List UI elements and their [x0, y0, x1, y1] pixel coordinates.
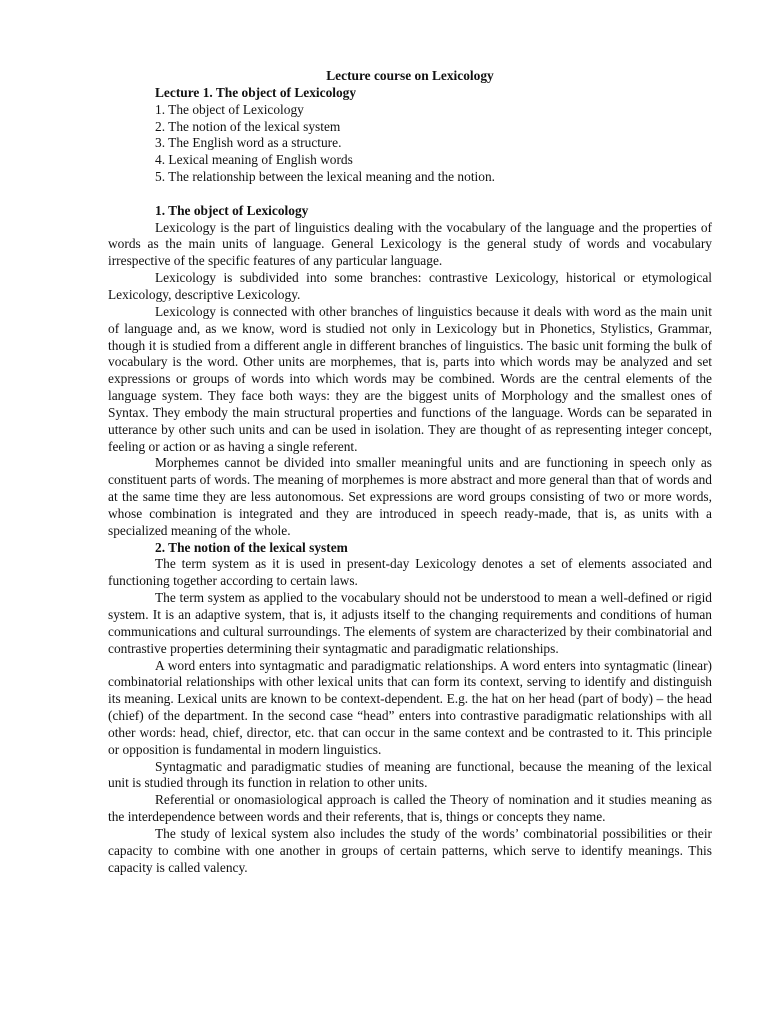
lecture-outline — [108, 102, 712, 186]
paragraph: The term system as it is used in present-day Lexicology denotes a set of elements associated and functioning together according to certain laws. — [108, 556, 712, 589]
paragraph: Referential or onomasiological approach is called the Theory of nomination and it studies meaning as the interdependence between words and their referents, that is, things or concepts they name. — [108, 792, 712, 825]
document-page — [108, 68, 712, 877]
outline-item: 3. The English word as a structure. — [155, 135, 342, 151]
spacer — [108, 186, 712, 203]
outline-item: 2. The notion of the lexical system — [155, 118, 341, 134]
paragraph: The study of lexical system also includes the study of the words’ combinatorial possibilities or their capacity to combine with one another in groups of certain patterns, which serve to identify meanings. This capacity is called valency. — [108, 825, 712, 875]
paragraph: Lexicology is subdivided into some branches: contrastive Lexicology, historical or etymological Lexicology, descriptive Lexicology. — [108, 270, 712, 302]
section-heading-object: 1. The object of Lexicology — [155, 202, 309, 218]
lecture-heading: Lecture 1. The object of Lexicology — [155, 84, 357, 100]
paragraph: Lexicology is connected with other branches of linguistics because it deals with word as the main unit of language and, as we know, word is studied not only in Lexicology but in Phonetics, Stylistics, Grammar, though it is studied from a different angle in different branches of linguistics. The basic unit forming the bulk of vocabulary is the word. Other units are morphemes, that is, parts into which words may be analyzed and set expressions or groups of words into which words may be combined. Words are the central elements of the language system. They face both ways: they are the biggest units of Morphology and the smallest ones of Syntax. They embody the main structural properties and functions of the language. Words can be separated in utterance by other such units and can be used in isolation. They are thought of as representing integer concept, feeling or action or as having a single referent. — [108, 303, 712, 454]
document-title: Lecture course on Lexicology — [326, 68, 494, 83]
outline-item: 4. Lexical meaning of English words — [155, 152, 353, 168]
paragraph: A word enters into syntagmatic and paradigmatic relationships. A word enters into syntagmatic (linear) combinatorial relationships with other lexical units that can form its context, serving to identify and distinguish its meaning. Lexical units are known to be context-dependent. E.g. the hat on her head (part of body) – the head (chief) of the department. In the second case “head” enters into contrastive paradigmatic relationships with all other words: head, chief, director, etc. that can occur in the same context and be contrasted to it. This principle or opposition is fundamental in modern linguistics. — [108, 657, 712, 757]
outline-item: 1. The object of Lexicology — [155, 101, 304, 117]
section-heading-lexical-system: 2. The notion of the lexical system — [155, 539, 348, 555]
outline-item: 5. The relationship between the lexical meaning and the notion. — [155, 169, 495, 185]
paragraph: Morphemes cannot be divided into smaller meaningful units and are functioning in speech only as constituent parts of words. The meaning of morphemes is more abstract and more general than that of words and at the same time they are less autonomous. Set expressions are word groups consisting of two or more words, whose combination is integrated and they are introduced in speech ready-made, that is, as units with a specialized meaning of the whole. — [108, 455, 712, 538]
paragraph: Syntagmatic and paradigmatic studies of meaning are functional, because the meaning of the lexical unit is studied through its function in relation to other units. — [108, 758, 712, 791]
paragraph: The term system as applied to the vocabulary should not be understood to mean a well-defined or rigid system. It is an adaptive system, that is, it adjusts itself to the changing requirements and conditions of human communications and cultural surroundings. The elements of system are characterized by their combinatorial and contrastive properties determining their syntagmatic and paradigmatic relationships. — [108, 590, 712, 656]
paragraph: Lexicology is the part of linguistics dealing with the vocabulary of the language and the properties of words as the main units of language. General Lexicology is the general study of words and vocabulary irrespective of the specific features of any particular language. — [108, 219, 712, 269]
